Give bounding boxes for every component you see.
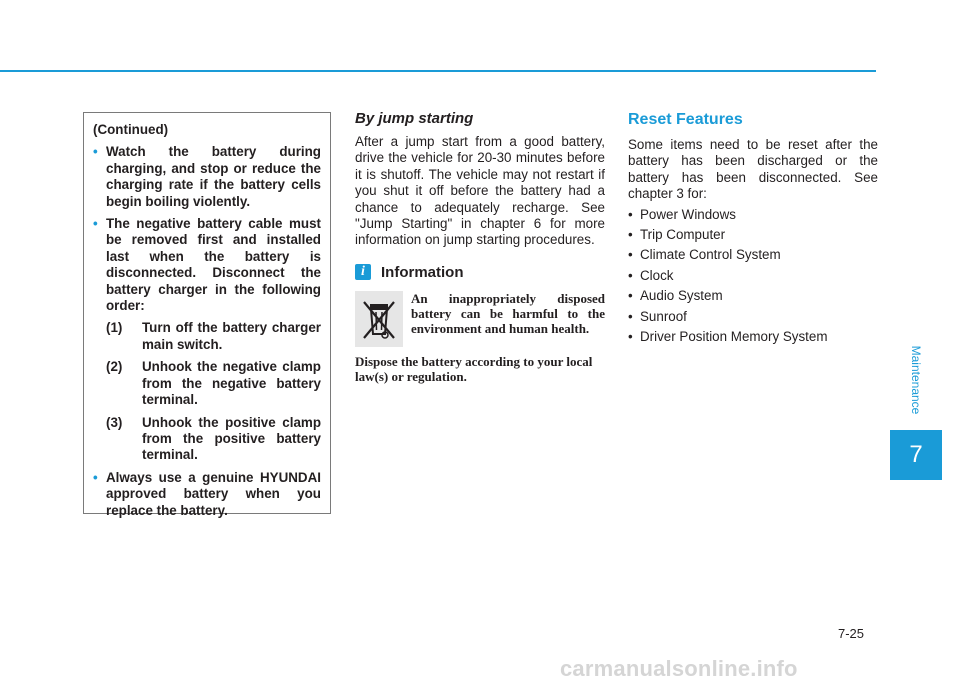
- jump-starting-section: [355, 110, 605, 385]
- step-text: Unhook the positive clamp from the positive battery terminal.: [142, 414, 321, 463]
- section-side-label: [890, 330, 942, 430]
- step-number: (1): [106, 320, 123, 336]
- warning-box: [83, 112, 331, 518]
- information-body: [355, 291, 605, 347]
- step-number: (2): [106, 359, 123, 375]
- list-item: • Audio System: [628, 288, 878, 304]
- information-text-2: Dispose the battery according to your local law(s) or regulation.: [355, 353, 593, 385]
- continued-label: (Continued): [93, 122, 169, 137]
- list-item: • Driver Position Memory System: [628, 329, 878, 345]
- page-number: 7-25: [838, 626, 865, 641]
- jump-starting-body: After a jump start from a good battery, drive the vehicle for 20-30 minutes before it is shutoff. The vehicle may not restart if you shut it off before the battery had a chance to adequately recharge. See "Jump Starting" in chapter 6 for more information on jump starting procedures.: [355, 134, 605, 248]
- header-rule: [0, 70, 876, 72]
- warning-step: [106, 415, 321, 464]
- list-item: • Climate Control System: [628, 247, 878, 263]
- information-text: An inappropriately disposed battery can be harmful to the environment and human health.: [411, 290, 605, 336]
- warning-bullet: • Watch the battery during charging, and stop or reduce the charging rate if the battery cells begin boiling violently.: [93, 144, 321, 210]
- step-number: (3): [106, 414, 123, 430]
- reset-features-list: [628, 207, 878, 346]
- list-item: • Sunroof: [628, 309, 878, 325]
- warning-bullet: • Always use a genuine HYUNDAI approved battery when you replace the battery.: [93, 470, 321, 519]
- info-icon: i: [355, 264, 371, 280]
- reset-features-body: Some items need to be reset after the battery has been discharged or the battery has been disconnected. See chapter 3 for:: [628, 137, 878, 202]
- watermark: carmanualsonline.info: [560, 656, 798, 681]
- chapter-tab: 7: [890, 430, 942, 480]
- list-item: • Power Windows: [628, 207, 878, 223]
- warning-step: [106, 320, 321, 353]
- list-item: • Trip Computer: [628, 227, 878, 243]
- step-text: Turn off the battery charger main switch.: [142, 320, 321, 352]
- section-label-text: Maintenance: [909, 345, 923, 415]
- reset-features-section: [628, 110, 878, 345]
- information-title: Information: [381, 263, 464, 281]
- jump-starting-heading: By jump starting: [355, 110, 474, 127]
- information-header: [355, 264, 605, 281]
- warning-bullet: • The negative battery cable must be removed first and installed last when the battery is disconnected. Disconnect the battery charger in the following order:: [93, 216, 321, 314]
- reset-features-heading: Reset Features: [628, 111, 743, 128]
- warning-step: [106, 359, 321, 408]
- list-item: • Clock: [628, 268, 878, 284]
- step-text: Unhook the negative clamp from the negative battery terminal.: [142, 359, 321, 408]
- crossed-bin-icon: [355, 291, 403, 347]
